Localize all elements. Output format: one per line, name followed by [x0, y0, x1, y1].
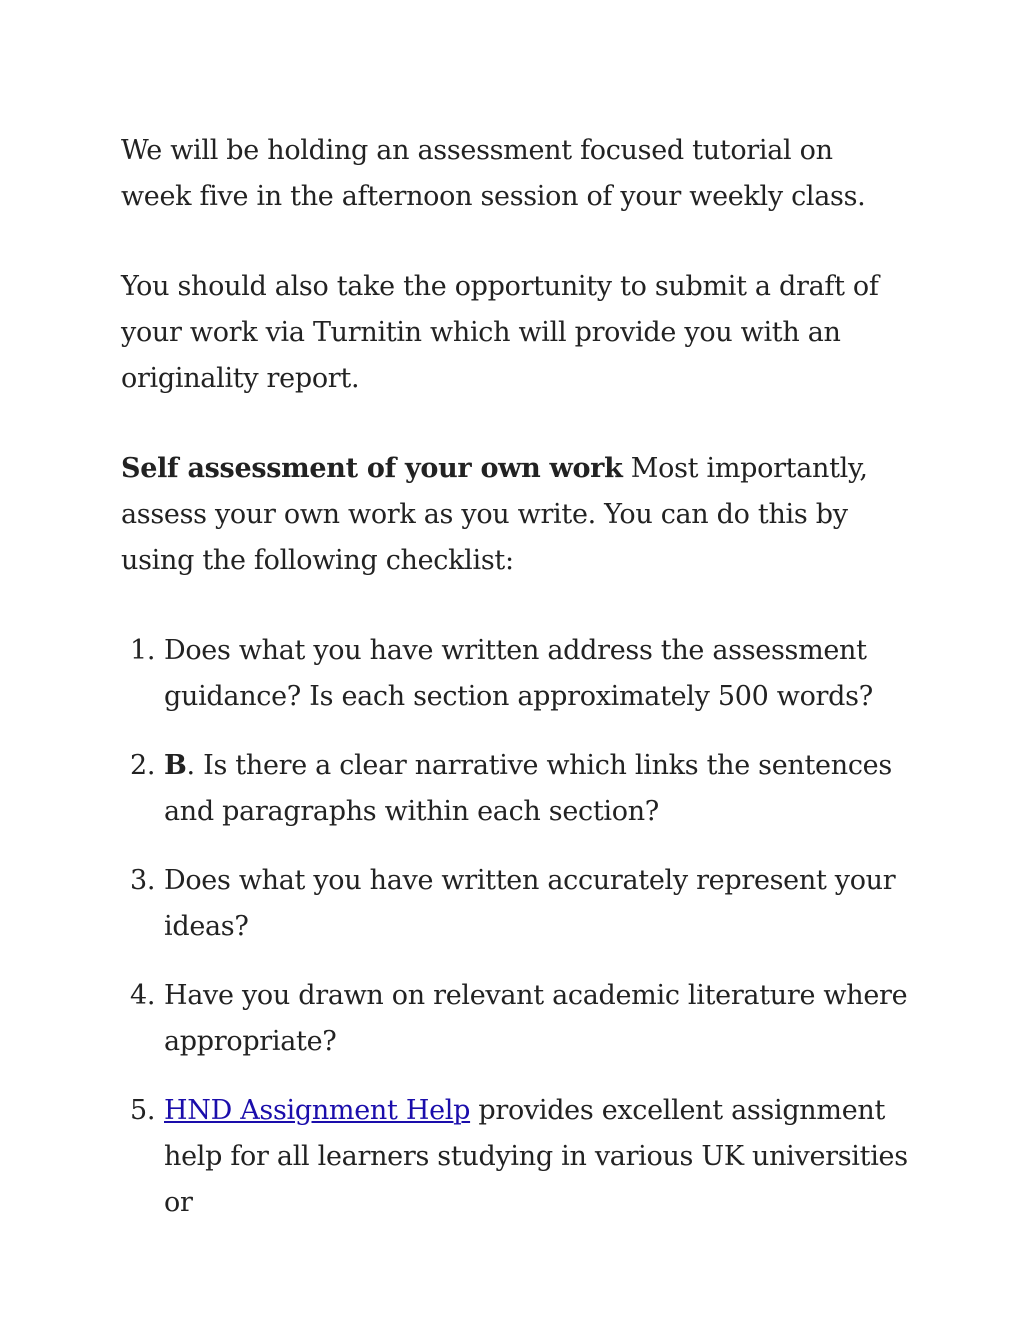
self-assessment-heading: Self assessment of your own work: [121, 453, 623, 484]
list-number: 2.: [130, 750, 156, 781]
list-number: 5.: [130, 1095, 156, 1126]
checklist-item-text: Does what you have written accurately represent your ideas?: [164, 865, 896, 942]
checklist-item: [121, 973, 911, 1065]
checklist-item-text: Have you drawn on relevant academic literature where appropriate?: [164, 980, 908, 1057]
self-assessment-text: Most importantly, assess your own work as you write. You can do this by using the following checklist:: [121, 453, 868, 576]
paragraph-self-assessment: [121, 446, 911, 584]
list-number: 4.: [130, 980, 156, 1011]
paragraph-tutorial: We will be holding an assessment focused tutorial on week five in the afternoon session of your weekly class.: [121, 135, 866, 212]
list-number: 3.: [130, 865, 156, 896]
document-body: [121, 128, 911, 1226]
paragraph-turnitin: You should also take the opportunity to submit a draft of your work via Turnitin which will provide you with an originality report.: [121, 271, 879, 394]
checklist-item-text: Does what you have written address the assessment guidance? Is each section approximately 500 words?: [164, 635, 873, 712]
checklist: [121, 628, 911, 1226]
checklist-item-bold: B: [164, 750, 187, 781]
list-number: 1.: [130, 635, 156, 666]
checklist-item: [121, 628, 911, 720]
checklist-item-text: . Is there a clear narrative which links the sentences and paragraphs within each section?: [164, 750, 892, 827]
checklist-item: [121, 1088, 911, 1226]
hnd-assignment-help-link[interactable]: HND Assignment Help: [164, 1095, 471, 1126]
checklist-item-text: provides excellent assignment help for all learners studying in various UK universities or: [164, 1095, 908, 1218]
checklist-item: [121, 743, 911, 835]
checklist-item: [121, 858, 911, 950]
